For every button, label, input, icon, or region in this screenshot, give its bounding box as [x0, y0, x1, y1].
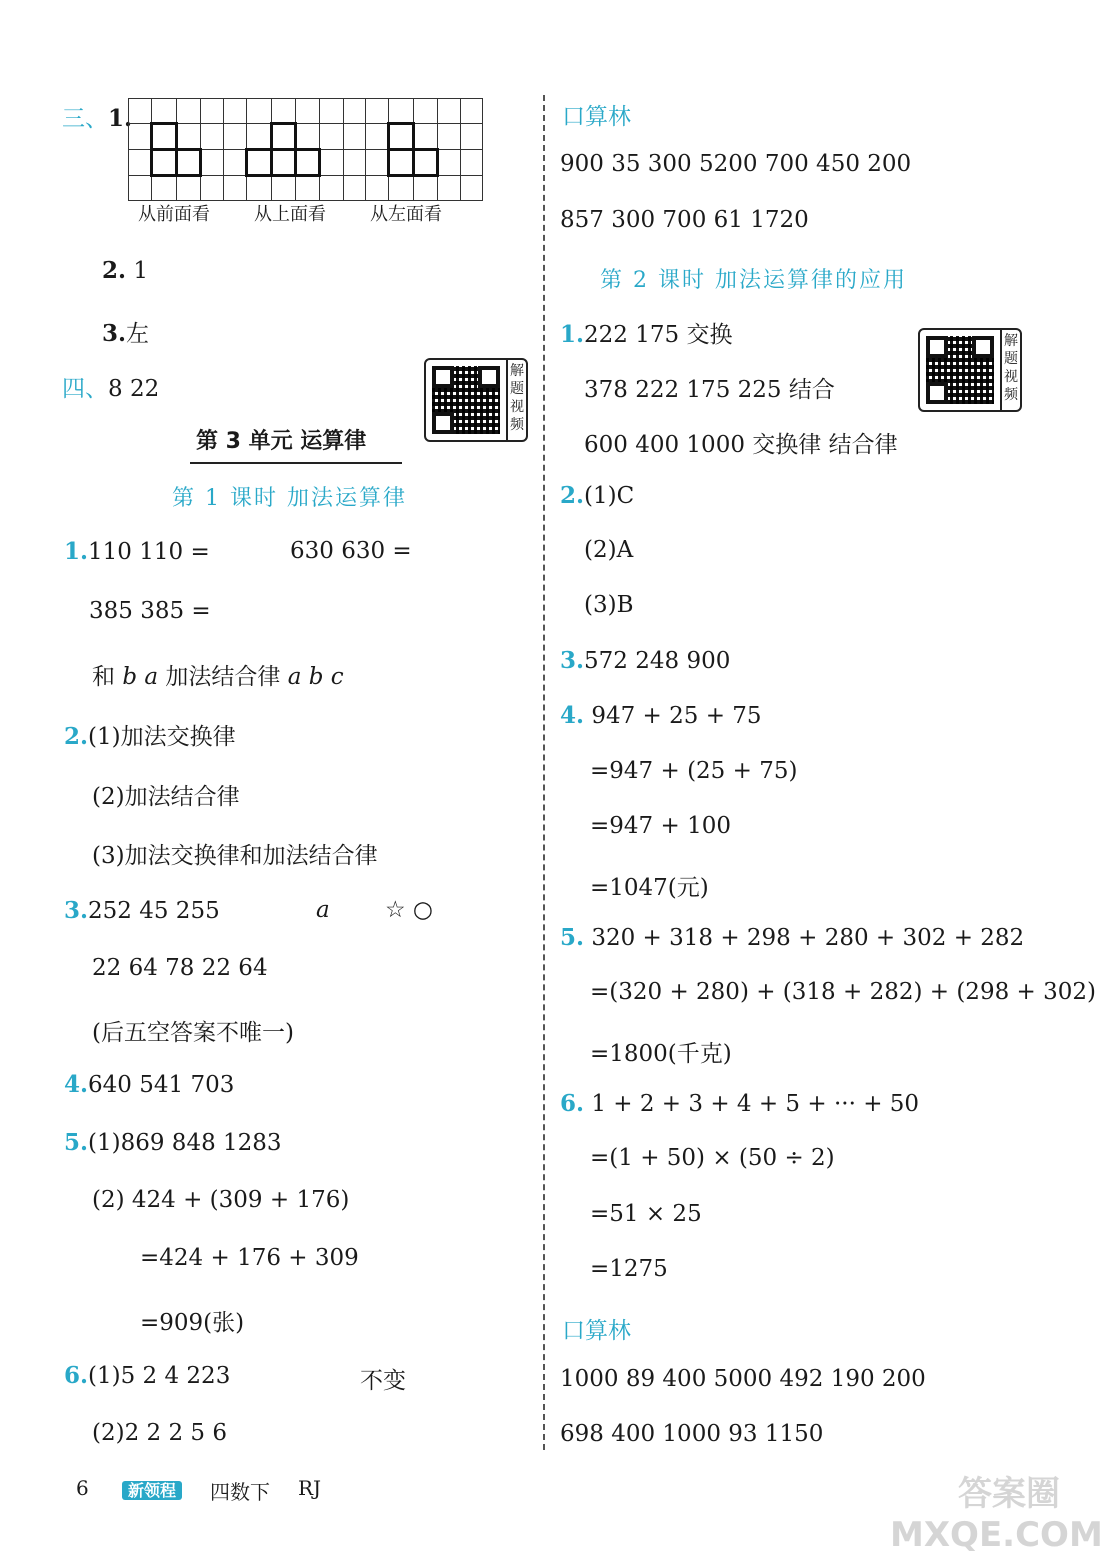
l6-line-b: (2)2 2 2 5 6 — [92, 1420, 227, 1446]
r4-line-d: =1047(元) — [590, 875, 709, 901]
l3-note: (后五空答案不唯一) — [92, 1020, 294, 1046]
r2-line-c: (3)B — [584, 592, 634, 618]
watermark: 答案圈 MXQE.COM — [890, 1474, 1103, 1555]
r5-line-b: =(320 + 280) + (318 + 282) + (298 + 302) — [590, 979, 1096, 1005]
l2-line-1: 2.(1)加法交换律 — [64, 723, 236, 750]
qr-corner — [432, 412, 454, 434]
l5-line-a: 5.(1)869 848 1283 — [64, 1129, 282, 1156]
unit-title-underline — [190, 462, 402, 464]
view-label-front: 从前面看 — [138, 204, 210, 225]
qr-code-right[interactable] — [918, 328, 1022, 412]
qr-corner — [926, 336, 948, 358]
l2-line-2: (2)加法结合律 — [92, 784, 240, 810]
q3-answer: 3.左 — [102, 320, 150, 347]
l1-line-a2: 630 630 = — [290, 538, 412, 564]
q2-answer: 2. 1 — [102, 257, 148, 284]
oral-calc-row-1: 900 35 300 5200 700 450 200 — [560, 151, 912, 177]
l1-line-c: 385 385 = — [89, 598, 211, 624]
section-4-answer: 四、8 22 — [62, 376, 160, 402]
qr-code-left[interactable] — [424, 358, 528, 442]
l2-line-3: (3)加法交换律和加法结合律 — [92, 843, 378, 869]
oral-calc-row-3: 1000 89 400 5000 492 190 200 — [560, 1366, 926, 1392]
view-label-left: 从左面看 — [370, 204, 442, 225]
qr-corner — [432, 366, 454, 388]
l3-line-d: 22 64 78 22 64 — [92, 955, 268, 981]
column-divider — [543, 95, 545, 1450]
l6-line-a2: 不变 — [360, 1368, 406, 1394]
l3-line-a: 3.252 45 255 — [64, 897, 220, 924]
r3-line: 3.572 248 900 — [560, 647, 731, 674]
l1-line-a: 1.110 110 = — [64, 538, 210, 565]
r4-line-c: =947 + 100 — [590, 813, 731, 839]
r6-line-b: =(1 + 50) × (50 ÷ 2) — [590, 1145, 835, 1171]
qr-tag-label: 解题视频 — [1000, 330, 1020, 410]
r5-line-a: 5. 320 + 318 + 298 + 280 + 302 + 282 — [560, 924, 1025, 951]
unit-title: 第 3 单元 运算律 — [196, 429, 367, 454]
view-label-top: 从上面看 — [254, 204, 326, 225]
l5-line-b: (2) 424 + (309 + 176) — [92, 1187, 350, 1213]
qr-corner — [478, 366, 500, 388]
l6-line-a: 6.(1)5 2 4 223 — [64, 1362, 231, 1389]
oral-calc-row-2: 857 300 700 61 1720 — [560, 207, 809, 233]
view-grid — [128, 98, 483, 201]
subject-label: 四数下 — [210, 1480, 270, 1504]
qr-corner — [926, 382, 948, 404]
r2-line-a: 2.(1)C — [560, 482, 635, 509]
r1-line-c: 600 400 1000 交换律 结合律 — [584, 432, 898, 458]
lesson-1-title: 第 1 课时 加法运算律 — [172, 486, 407, 511]
r4-line-a: 4. 947 + 25 + 75 — [560, 702, 762, 729]
r6-line-a: 6. 1 + 2 + 3 + 4 + 5 + ··· + 50 — [560, 1090, 920, 1117]
l5-line-c: =424 + 176 + 309 — [140, 1245, 359, 1271]
oral-calc-title-2: 口算林 — [562, 1318, 631, 1344]
l3-var-a: a — [316, 897, 330, 923]
qr-tag-label: 解题视频 — [506, 360, 526, 440]
r1-line-b: 378 222 175 225 结合 — [584, 377, 835, 403]
section-3-number: 三、1. — [62, 105, 133, 132]
r6-line-c: =51 × 25 — [590, 1201, 702, 1227]
r6-line-d: =1275 — [590, 1256, 668, 1282]
l4-line: 4.640 541 703 — [64, 1071, 235, 1098]
qr-corner — [972, 336, 994, 358]
r2-line-b: (2)A — [584, 537, 634, 563]
brand-logo: 新领程 — [122, 1478, 182, 1501]
oral-calc-row-4: 698 400 1000 93 1150 — [560, 1421, 824, 1447]
l1-line-d: 和 b a 加法结合律 a b c — [92, 664, 344, 690]
edition-label: RJ — [298, 1476, 322, 1500]
r1-line-a: 1.222 175 交换 — [560, 321, 733, 348]
r5-line-c: =1800(千克) — [590, 1041, 732, 1067]
lesson-2-title: 第 2 课时 加法运算律的应用 — [600, 268, 907, 293]
r4-line-b: =947 + (25 + 75) — [590, 758, 798, 784]
l3-symbols: ☆ ○ — [385, 897, 433, 923]
page-number: 6 — [76, 1476, 89, 1500]
oral-calc-title-1: 口算林 — [562, 104, 631, 130]
l5-line-d: =909(张) — [140, 1310, 245, 1336]
